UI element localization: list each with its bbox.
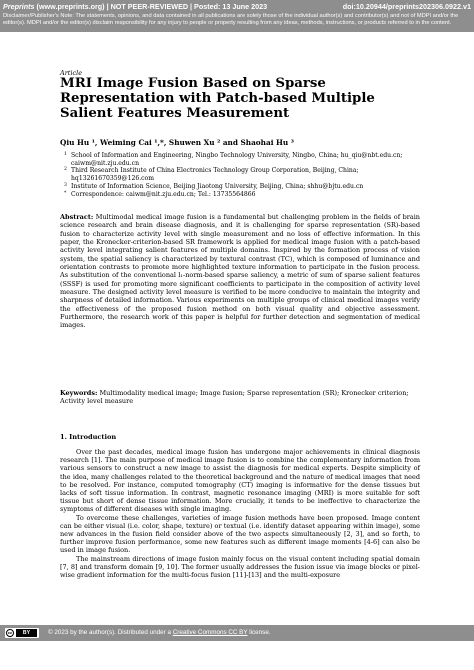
cc-icon: cc bbox=[7, 630, 13, 635]
affiliation-3 bbox=[64, 183, 424, 191]
keywords bbox=[60, 389, 420, 406]
affiliation-marker: 3 bbox=[64, 182, 67, 188]
correspondence bbox=[64, 191, 424, 199]
correspondence-text: Correspondence: caiwm@nit.zju.edu.cn; Tel.: 13735564866 bbox=[71, 190, 256, 198]
affiliation-2 bbox=[64, 167, 424, 182]
license-suffix: license. bbox=[247, 629, 271, 636]
affiliation-marker: 1 bbox=[64, 152, 67, 157]
paper-title: MRI Image Fusion Based on Sparse Representation with Patch-based Multiple Salient Features Measurement bbox=[60, 76, 375, 122]
license-footer bbox=[0, 625, 474, 641]
doi-link[interactable]: doi:10.20944/preprints202306.0922.v1 bbox=[342, 2, 471, 11]
repository-name: Preprints bbox=[3, 2, 35, 11]
cc-by-license-icon[interactable] bbox=[5, 628, 39, 638]
abstract-text: Multimodal medical image fusion is a fundamental but challenging problem in the fields of brain science research and brain disease diagnosis, and it is challenging for sparse representation (SR)-based fusion to characterize activity level with single measurement and no loss of effective information. In this paper, the Kronecker-criterion-based SR framework is applied for medical image fusion with a patch-based activity level integrating salient features of multiple domains. Inspired by the formation process of vision system, the spatial saliency is characterized by textural contrast (TC), which is composed of luminance and orientation contrasts to promote more highlighted texture information to participate in the fusion process. As substitution of the conventional l₁-norm-based sparse saliency, a metric of sum of sparse salient features (SSSF) is used for promoting more significant coefficients to participate in the composition of activity level measure. The designed activity level measure is verified to be more conducive to maintain the integrity and sharpness of detailed information. Various experiments on multiple groups of clinical medical images verify the effectiveness of the proposed fusion method on both visual quality and objective assessment. Furthermore, the research work of this paper is helpful for further detection and segmentation of medical images. bbox=[60, 213, 420, 330]
keywords-label: Keywords: bbox=[60, 389, 98, 397]
affiliation-text: Third Research Institute of China Electronics Technology Group Corporation, Beijing, China; hq13261670359@126.com bbox=[71, 167, 359, 183]
copyright-text: © 2023 by the author(s). Distributed under a bbox=[48, 629, 173, 636]
affiliation-text: Institute of Information Science, Beijing Jiaotong University, Beijing, China; shhu@bjtu.edu.cn bbox=[71, 182, 364, 190]
abstract bbox=[60, 213, 420, 330]
publisher-disclaimer: Disclaimer/Publisher's Note: The statements, opinions, and data contained in all publications are solely those of the individual author(s) and contributor(s) and not of MDPI and/or the editor(s). MDPI and/or the editor(s) disclaim responsibility for any injury to people or property resulting from any ideas, methods, instructions, or products referred to in the content. bbox=[3, 13, 459, 26]
introduction-body bbox=[60, 448, 420, 579]
preprint-header-bar bbox=[0, 0, 474, 32]
affiliations bbox=[64, 152, 424, 198]
header-row bbox=[3, 1, 471, 12]
affiliation-marker: 2 bbox=[64, 167, 67, 173]
keywords-text: Multimodality medical image; Image fusion; Sparse representation (SR); Kronecker criterion; Activity level measure bbox=[60, 389, 409, 406]
author-list: Qiu Hu ¹, Weiming Cai ¹,*, Shuwen Xu ² and Shaohai Hu ³ bbox=[60, 138, 294, 147]
paragraph: Over the past decades, medical image fusion has undergone major achievements in clinical diagnosis research [1]. The main purpose of medical image fusion is to combine the complementary information from various sensors to construct a new image to assist the diagnosis for medical experts. Despite simplicity of the idea, many challenges related to the theoretical background and the nature of medical images that need to be resolved. For instance, computed tomography (CT) imaging is informative for the dense tissues but lacks of soft tissue information. In contrast, magnetic resonance imaging (MRI) is more suitable for soft tissue but short of dense tissue information. More crucially, it tends to be ineffective to characterize the symptoms of different diseases with single imaging. bbox=[60, 448, 420, 514]
affiliation-text: School of Information and Engineering, Ningbo Technology University, Ningbo, China; hu_qiu@nbt.edu.cn; caiwm@nit.zju.edu.cn bbox=[71, 152, 403, 167]
by-icon: BY bbox=[16, 629, 37, 637]
affiliation-1 bbox=[64, 152, 424, 167]
article-type: Article bbox=[60, 69, 83, 77]
copyright-notice bbox=[48, 629, 271, 636]
affiliation-marker: * bbox=[64, 190, 67, 196]
paragraph: To overcome these challenges, varieties of image fusion methods have been proposed. Image content can be either visual (i.e. color, shape, texture) or textual (i.e. identify dataset appearing within image), some new advances in the fusion field consider above of the two aspects simultaneously [2, 3], and so forth, to further improve fusion performance, some new features such as different image moments [4-6] can also be used in image fusion. bbox=[60, 513, 420, 555]
abstract-label: Abstract: bbox=[60, 213, 94, 221]
repository-info bbox=[3, 2, 267, 11]
paragraph: The mainstream directions of image fusion mainly focus on the visual content including spatial domain [7, 8] and transform domain [9, 10]. The former usually addresses the fusion issue via image blocks or pixel-wise gradient information for the multi-focus fusion [11]-[13] and the multi-exposure bbox=[60, 554, 420, 580]
section-heading: 1. Introduction bbox=[60, 433, 117, 441]
license-link[interactable]: Creative Commons CC BY bbox=[172, 629, 248, 636]
posting-status: (www.preprints.org) | NOT PEER-REVIEWED | Posted: 13 June 2023 bbox=[34, 2, 268, 11]
